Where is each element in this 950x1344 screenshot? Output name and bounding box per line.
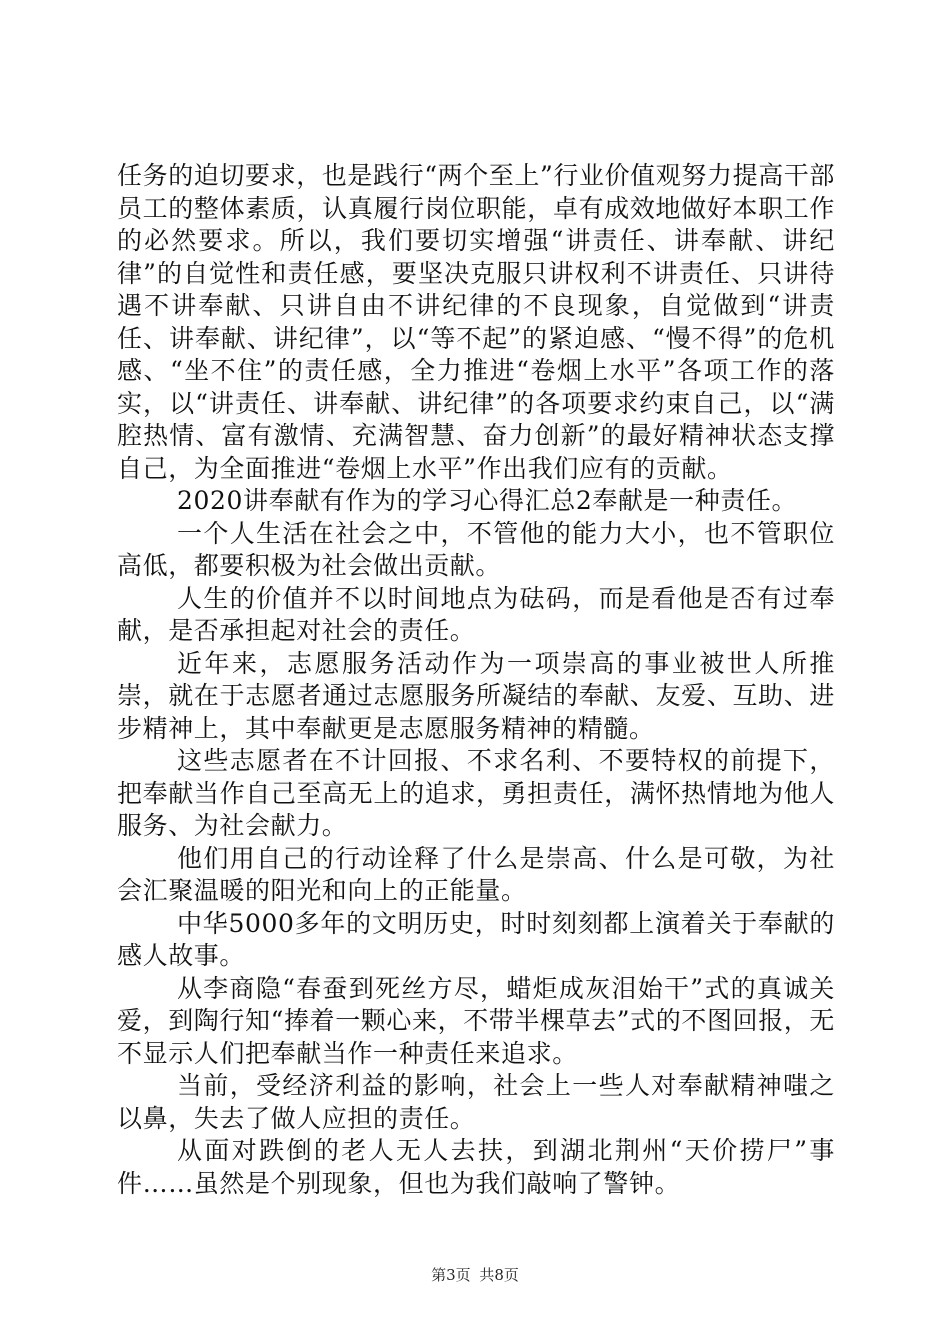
paragraph-heading: 2020讲奉献有作为的学习心得汇总2奉献是一种责任。	[177, 486, 798, 515]
paragraph: 一个人生活在社会之中，不管他的能力大小，也不管职位高低，都要积极为社会做出贡献。	[117, 518, 835, 580]
page-footer	[0, 1264, 950, 1285]
paragraph: 从李商隐“春蚕到死丝方尽，蜡炬成灰泪始干”式的真诚关爱，到陶行知“捧着一颗心来，不带半棵草去”式的不图回报，无不显示人们把奉献当作一种责任来追求。	[117, 973, 835, 1068]
paragraph: 他们用自己的行动诠释了什么是崇高、什么是可敬，为社会汇聚温暖的阳光和向上的正能量。	[117, 843, 835, 905]
body-text	[117, 160, 835, 1200]
paragraph: 当前，受经济利益的影响，社会上一些人对奉献精神嗤之以鼻，失去了做人应担的责任。	[117, 1071, 835, 1133]
page-total: 共8页	[479, 1266, 519, 1284]
page-number: 第3页	[431, 1266, 471, 1284]
paragraph: 从面对跌倒的老人无人去扶，到湖北荆州“天价捞尸”事件……虽然是个别现象，但也为我们敲响了警钟。	[117, 1136, 835, 1198]
paragraph-continued: 任务的迫切要求，也是践行“两个至上”行业价值观努力提高干部员工的整体素质，认真履行岗位职能，卓有成效地做好本职工作的必然要求。所以，我们要切实增强“讲责任、讲奉献、讲纪律”的自觉性和责任感，要坚决克服只讲权利不讲责任、只讲待遇不讲奉献、只讲自由不讲纪律的不良现象，自觉做到“讲责任、讲奉献、讲纪律”，以“等不起”的紧迫感、“慢不得”的危机感、“坐不住”的责任感，全力推进“卷烟上水平”各项工作的落实，以“讲责任、讲奉献、讲纪律”的各项要求约束自己，以“满腔热情、富有激情、充满智慧、奋力创新”的最好精神状态支撑自己，为全面推进“卷烟上水平”作出我们应有的贡献。	[117, 161, 835, 483]
paragraph: 这些志愿者在不计回报、不求名利、不要特权的前提下，把奉献当作自己至高无上的追求，勇担责任，满怀热情地为他人服务、为社会献力。	[117, 746, 835, 840]
paragraph: 近年来，志愿服务活动作为一项崇高的事业被世人所推崇，就在于志愿者通过志愿服务所凝结的奉献、友爱、互助、进步精神上，其中奉献更是志愿服务精神的精髓。	[117, 648, 835, 743]
paragraph: 中华5000多年的文明历史，时时刻刻都上演着关于奉献的感人故事。	[117, 908, 835, 970]
paragraph: 人生的价值并不以时间地点为砝码，而是看他是否有过奉献，是否承担起对社会的责任。	[117, 583, 835, 645]
